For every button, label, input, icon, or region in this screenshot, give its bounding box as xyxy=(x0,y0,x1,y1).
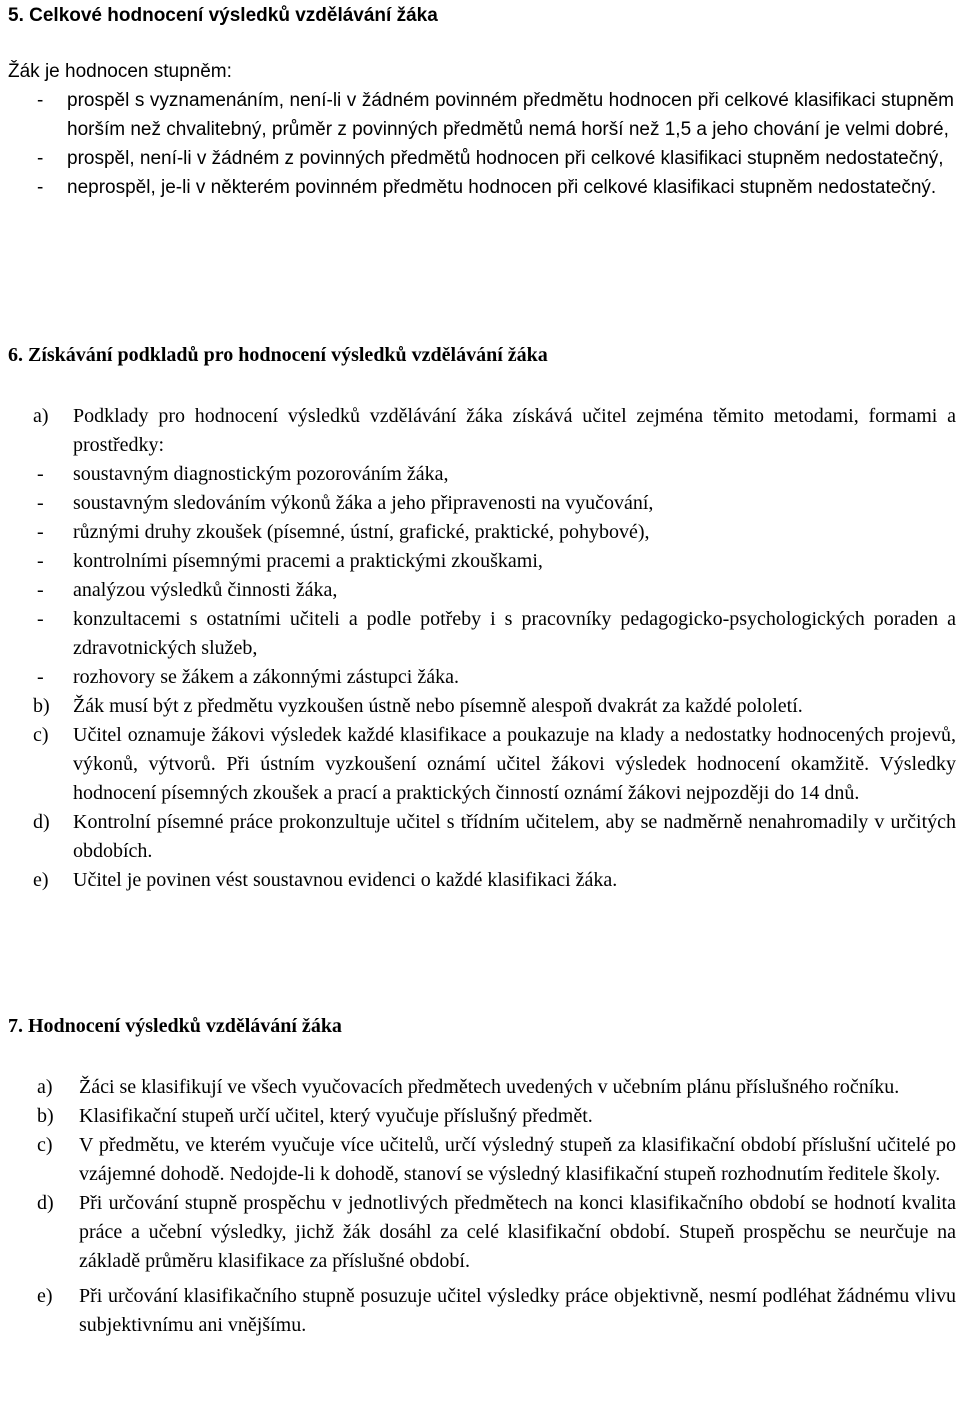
list-item-text: neprospěl, je-li v některém povinném předmětu hodnocen při celkové klasifikaci stupněm nedostatečný. xyxy=(67,177,937,198)
section-7-list xyxy=(8,1073,956,1340)
sub-list-item xyxy=(8,605,956,663)
item-label: a) xyxy=(33,405,49,427)
list-item xyxy=(8,866,956,895)
list-item-text: Podklady pro hodnocení výsledků vzdělávání žáka získává učitel zejména těmito metodami, formami a prostředky: xyxy=(73,405,956,456)
dash-marker: - xyxy=(37,463,44,485)
list-item-text: kontrolními písemnými pracemi a praktickými zkouškami, xyxy=(73,550,543,572)
item-label: a) xyxy=(37,1076,53,1098)
list-item xyxy=(8,692,956,721)
list-item-text: Klasifikační stupeň určí učitel, který vyučuje příslušný předmět. xyxy=(79,1105,593,1127)
list-item-text: V předmětu, ve kterém vyučuje více učitelů, určí výsledný stupeň za klasifikační období příslušní učitelé po vzájemné dohodě. Nedojde-li k dohodě, stanoví se výsledný klasifikační stupeň rozhodnutím ředitele školy. xyxy=(79,1134,956,1185)
list-item xyxy=(8,1282,956,1340)
sub-list-item xyxy=(8,460,956,489)
list-item xyxy=(8,1102,956,1131)
list-item xyxy=(8,144,954,173)
dash-marker: - xyxy=(37,550,44,572)
item-label: d) xyxy=(37,1192,54,1214)
item-label: e) xyxy=(33,869,49,891)
list-item-text: Při určování stupně prospěchu v jednotlivých předmětech na konci klasifikačního období se hodnotí kvalita práce a učební výsledky, jichž žák dosáhl za celé klasifikační období. Stupeň prospěchu se neurčuje na základě průměru klasifikace za příslušné období. xyxy=(79,1192,956,1272)
item-label: d) xyxy=(33,811,50,833)
section-7-title: 7. Hodnocení výsledků vzdělávání žáka xyxy=(8,1015,342,1037)
list-item xyxy=(8,402,956,460)
dash-marker: - xyxy=(37,579,44,601)
list-item xyxy=(8,173,954,202)
item-label: b) xyxy=(33,695,50,717)
list-item-text: soustavným sledováním výkonů žáka a jeho připravenosti na vyučování, xyxy=(73,492,654,514)
item-label: c) xyxy=(37,1134,53,1156)
list-item-text: prospěl s vyznamenáním, není-li v žádném povinném předmětu hodnocen při celkové klasifikaci stupněm horším než chvalitebný, průměr z povinných předmětů nemá horší než 1,5 a jeho chování je velmi dobré, xyxy=(67,90,954,140)
item-label: b) xyxy=(37,1105,54,1127)
list-item-text: Žák musí být z předmětu vyzkoušen ústně nebo písemně alespoň dvakrát za každé pololetí. xyxy=(73,695,803,717)
list-item-text: analýzou výsledků činnosti žáka, xyxy=(73,579,338,601)
list-item-text: prospěl, není-li v žádném z povinných předmětů hodnocen při celkové klasifikaci stupněm nedostatečný, xyxy=(67,148,944,169)
dash-marker: - xyxy=(37,666,44,688)
section-5-title: 5. Celkové hodnocení výsledků vzdělávání žáka xyxy=(8,5,438,26)
dash-marker: - xyxy=(37,177,44,198)
item-label: e) xyxy=(37,1285,53,1307)
sub-list-item xyxy=(8,663,956,692)
list-item-text: Kontrolní písemné práce prokonzultuje učitel s třídním učitelem, aby se nadměrně nenahromadily v určitých obdobích. xyxy=(73,811,956,862)
section-6-title: 6. Získávání podkladů pro hodnocení výsledků vzdělávání žáka xyxy=(8,344,548,366)
list-item xyxy=(8,808,956,866)
list-item-text: konzultacemi s ostatními učiteli a podle potřeby i s pracovníky pedagogicko-psychologických poraden a zdravotnických služeb, xyxy=(73,608,956,659)
list-item-text: Učitel oznamuje žákovi výsledek každé klasifikace a poukazuje na klady a nedostatky hodnocených projevů, výkonů, výtvorů. Při ústním vyzkoušení oznámí učitel žákovi výsledek hodnocení okamžitě. Výsledky hodnocení písemných zkoušek a prací a praktických činností oznámí žákovi nejpozději do 14 dnů. xyxy=(73,724,956,804)
list-item xyxy=(8,1131,956,1189)
section-6-list xyxy=(8,402,956,895)
list-item-text: soustavným diagnostickým pozorováním žáka, xyxy=(73,463,449,485)
sub-list-item xyxy=(8,518,956,547)
dash-marker: - xyxy=(37,521,44,543)
list-item xyxy=(8,1073,956,1102)
list-item xyxy=(8,721,956,808)
section-5-intro: Žák je hodnocen stupněm: xyxy=(8,61,232,82)
dash-marker: - xyxy=(37,608,44,630)
list-item-text: Žáci se klasifikují ve všech vyučovacích předmětech uvedených v učebním plánu příslušného ročníku. xyxy=(79,1076,900,1098)
sub-list-item xyxy=(8,576,956,605)
list-item-text: Při určování klasifikačního stupně posuzuje učitel výsledky práce objektivně, nesmí podléhat žádnému vlivu subjektivnímu ani vnějšímu. xyxy=(79,1285,956,1336)
sub-list-item xyxy=(8,547,956,576)
list-item xyxy=(8,1189,956,1276)
dash-marker: - xyxy=(37,148,44,169)
dash-marker: - xyxy=(37,492,44,514)
item-label: c) xyxy=(33,724,49,746)
sub-list-item xyxy=(8,489,956,518)
section-7 xyxy=(8,1012,956,1340)
list-item-text: Učitel je povinen vést soustavnou evidenci o každé klasifikaci žáka. xyxy=(73,869,618,891)
dash-marker: - xyxy=(37,90,44,111)
list-item xyxy=(8,86,954,144)
list-item-text: rozhovory se žákem a zákonnými zástupci žáka. xyxy=(73,666,459,688)
list-item-text: různými druhy zkoušek (písemné, ústní, grafické, praktické, pohybové), xyxy=(73,521,650,543)
section-5 xyxy=(8,0,954,202)
section-6 xyxy=(8,341,956,895)
